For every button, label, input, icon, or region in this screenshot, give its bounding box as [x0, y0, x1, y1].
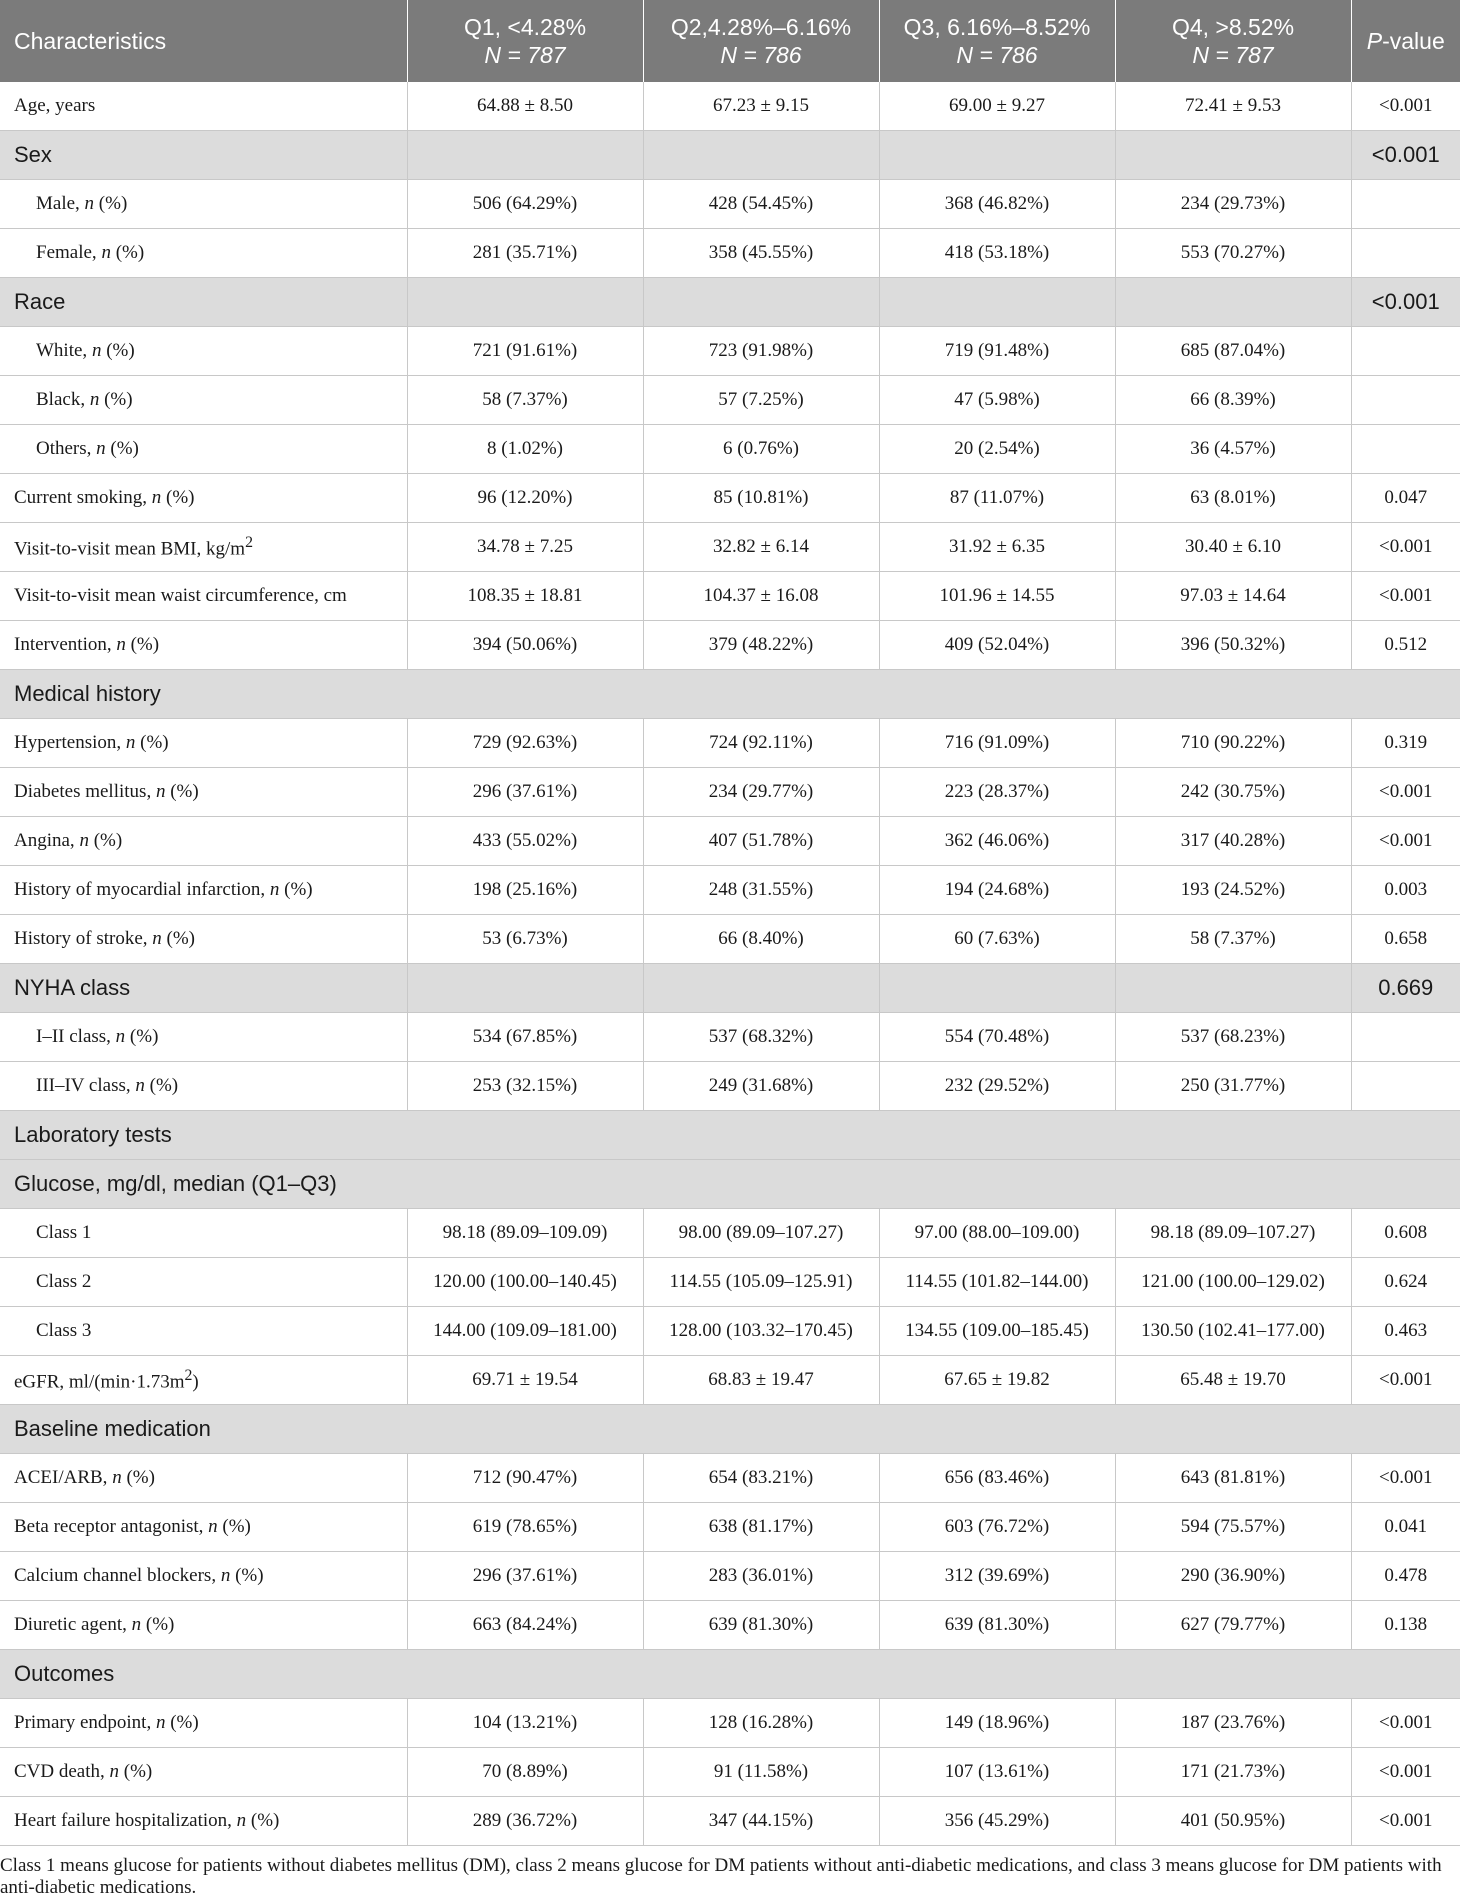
cell-q1: 96 (12.20%)	[407, 474, 643, 523]
row-label: Primary endpoint, n (%)	[0, 1699, 407, 1748]
cell-q4: 553 (70.27%)	[1115, 229, 1351, 278]
cell-q1: 53 (6.73%)	[407, 915, 643, 964]
cell-q1: 729 (92.63%)	[407, 719, 643, 768]
cell-q2: 128.00 (103.32–170.45)	[643, 1307, 879, 1356]
header-p-value: P-value	[1351, 0, 1460, 82]
cell-q3: 639 (81.30%)	[879, 1601, 1115, 1650]
cell-q4: 193 (24.52%)	[1115, 866, 1351, 915]
cell-q1: 296 (37.61%)	[407, 768, 643, 817]
cell-q4: 685 (87.04%)	[1115, 327, 1351, 376]
cell-p: 0.463	[1351, 1307, 1460, 1356]
cell-q2: 724 (92.11%)	[643, 719, 879, 768]
header-q3: Q3, 6.16%–8.52% N = 786	[879, 0, 1115, 82]
cell-q4: 234 (29.73%)	[1115, 180, 1351, 229]
table-row	[0, 82, 1460, 131]
cell-q2: 407 (51.78%)	[643, 817, 879, 866]
section-label: Race	[0, 278, 407, 327]
cell-p: 0.478	[1351, 1552, 1460, 1601]
table-row	[0, 1797, 1460, 1846]
header-characteristics: Characteristics	[0, 0, 407, 82]
cell-q2: 639 (81.30%)	[643, 1601, 879, 1650]
cell-p: <0.001	[1351, 131, 1460, 180]
cell-q4: 121.00 (100.00–129.02)	[1115, 1258, 1351, 1307]
section-label: Glucose, mg/dl, median (Q1–Q3)	[0, 1160, 1460, 1209]
row-label: Diabetes mellitus, n (%)	[0, 768, 407, 817]
row-label: Female, n (%)	[0, 229, 407, 278]
cell-q3: 134.55 (109.00–185.45)	[879, 1307, 1115, 1356]
cell-q1: 394 (50.06%)	[407, 621, 643, 670]
table-row	[0, 327, 1460, 376]
table-row	[0, 1601, 1460, 1650]
cell-q1: 534 (67.85%)	[407, 1013, 643, 1062]
cell-q3: 368 (46.82%)	[879, 180, 1115, 229]
table-row	[0, 817, 1460, 866]
cell-q3: 362 (46.06%)	[879, 817, 1115, 866]
cell-q4: 401 (50.95%)	[1115, 1797, 1351, 1846]
table-row	[0, 572, 1460, 621]
cell-q3: 149 (18.96%)	[879, 1699, 1115, 1748]
table-row	[0, 180, 1460, 229]
row-label: Diuretic agent, n (%)	[0, 1601, 407, 1650]
row-label: CVD death, n (%)	[0, 1748, 407, 1797]
cell-q3: 20 (2.54%)	[879, 425, 1115, 474]
cell-q2: 67.23 ± 9.15	[643, 82, 879, 131]
table-row	[0, 1258, 1460, 1307]
table-row	[0, 523, 1460, 572]
section-label: Sex	[0, 131, 407, 180]
cell-p: 0.041	[1351, 1503, 1460, 1552]
cell-p: 0.319	[1351, 719, 1460, 768]
cell-q4: 710 (90.22%)	[1115, 719, 1351, 768]
cell-q2: 114.55 (105.09–125.91)	[643, 1258, 879, 1307]
cell-q2: 68.83 ± 19.47	[643, 1356, 879, 1405]
cell-q4: 396 (50.32%)	[1115, 621, 1351, 670]
section-row-glucose	[0, 1160, 1460, 1209]
cell-q1: 663 (84.24%)	[407, 1601, 643, 1650]
cell-q2: 66 (8.40%)	[643, 915, 879, 964]
cell-q3: 101.96 ± 14.55	[879, 572, 1115, 621]
cell-p: 0.624	[1351, 1258, 1460, 1307]
cell-p: 0.608	[1351, 1209, 1460, 1258]
cell-q1: 198 (25.16%)	[407, 866, 643, 915]
cell-p: <0.001	[1351, 82, 1460, 131]
cell-p: <0.001	[1351, 1454, 1460, 1503]
cell-p: 0.669	[1351, 964, 1460, 1013]
cell-q4: 250 (31.77%)	[1115, 1062, 1351, 1111]
cell-q1: 108.35 ± 18.81	[407, 572, 643, 621]
cell-q1: 104 (13.21%)	[407, 1699, 643, 1748]
cell-q3: 114.55 (101.82–144.00)	[879, 1258, 1115, 1307]
table-row	[0, 1209, 1460, 1258]
cell-p: 0.003	[1351, 866, 1460, 915]
table-row	[0, 1013, 1460, 1062]
row-label: Intervention, n (%)	[0, 621, 407, 670]
cell-q2: 248 (31.55%)	[643, 866, 879, 915]
cell-q1: 70 (8.89%)	[407, 1748, 643, 1797]
cell-p: 0.138	[1351, 1601, 1460, 1650]
cell-q1: 64.88 ± 8.50	[407, 82, 643, 131]
row-label: History of myocardial infarction, n (%)	[0, 866, 407, 915]
cell-q1: 296 (37.61%)	[407, 1552, 643, 1601]
cell-p: <0.001	[1351, 572, 1460, 621]
cell-q4: 30.40 ± 6.10	[1115, 523, 1351, 572]
cell-q3: 418 (53.18%)	[879, 229, 1115, 278]
cell-q4: 627 (79.77%)	[1115, 1601, 1351, 1650]
cell-q2: 428 (54.45%)	[643, 180, 879, 229]
cell-p: 0.512	[1351, 621, 1460, 670]
cell-q4: 130.50 (102.41–177.00)	[1115, 1307, 1351, 1356]
table-footnote: Class 1 means glucose for patients without diabetes mellitus (DM), class 2 means glucose for DM patients without anti-diabetic medications, and class 3 means glucose for DM patients with anti-diabetic medications.	[0, 1855, 1442, 1898]
cell-q2: 358 (45.55%)	[643, 229, 879, 278]
table-row	[0, 1699, 1460, 1748]
section-label: Baseline medication	[0, 1405, 1460, 1454]
cell-p	[1351, 376, 1460, 425]
cell-q2: 91 (11.58%)	[643, 1748, 879, 1797]
table-row	[0, 768, 1460, 817]
cell-q3: 719 (91.48%)	[879, 327, 1115, 376]
row-label: III–IV class, n (%)	[0, 1062, 407, 1111]
cell-p: <0.001	[1351, 1748, 1460, 1797]
cell-p: <0.001	[1351, 523, 1460, 572]
cell-q4: 97.03 ± 14.64	[1115, 572, 1351, 621]
cell-q2: 283 (36.01%)	[643, 1552, 879, 1601]
section-row-nyha	[0, 964, 1460, 1013]
cell-q1: 506 (64.29%)	[407, 180, 643, 229]
cell-q3: 31.92 ± 6.35	[879, 523, 1115, 572]
cell-q2: 234 (29.77%)	[643, 768, 879, 817]
cell-q4: 58 (7.37%)	[1115, 915, 1351, 964]
section-label: Medical history	[0, 670, 1460, 719]
table-row	[0, 719, 1460, 768]
cell-p	[1351, 180, 1460, 229]
cell-q2: 654 (83.21%)	[643, 1454, 879, 1503]
table-row	[0, 425, 1460, 474]
row-label: Others, n (%)	[0, 425, 407, 474]
cell-q4: 63 (8.01%)	[1115, 474, 1351, 523]
row-label: Age, years	[0, 82, 407, 131]
row-label: Hypertension, n (%)	[0, 719, 407, 768]
cell-q4: 66 (8.39%)	[1115, 376, 1351, 425]
row-label: Beta receptor antagonist, n (%)	[0, 1503, 407, 1552]
table-row	[0, 1062, 1460, 1111]
section-label: NYHA class	[0, 964, 407, 1013]
cell-p: 0.658	[1351, 915, 1460, 964]
row-label: Visit-to-visit mean waist circumference, cm	[0, 572, 407, 621]
row-label: Black, n (%)	[0, 376, 407, 425]
cell-q1: 98.18 (89.09–109.09)	[407, 1209, 643, 1258]
table-row	[0, 1552, 1460, 1601]
cell-q4: 65.48 ± 19.70	[1115, 1356, 1351, 1405]
cell-q4: 594 (75.57%)	[1115, 1503, 1351, 1552]
header-q2: Q2,4.28%–6.16% N = 786	[643, 0, 879, 82]
cell-q2: 723 (91.98%)	[643, 327, 879, 376]
cell-q2: 32.82 ± 6.14	[643, 523, 879, 572]
cell-q3: 87 (11.07%)	[879, 474, 1115, 523]
cell-q3: 223 (28.37%)	[879, 768, 1115, 817]
cell-q3: 69.00 ± 9.27	[879, 82, 1115, 131]
row-label: ACEI/ARB, n (%)	[0, 1454, 407, 1503]
cell-q3: 554 (70.48%)	[879, 1013, 1115, 1062]
row-label: Heart failure hospitalization, n (%)	[0, 1797, 407, 1846]
cell-q3: 409 (52.04%)	[879, 621, 1115, 670]
cell-q4: 290 (36.90%)	[1115, 1552, 1351, 1601]
cell-p: 0.047	[1351, 474, 1460, 523]
table-row	[0, 1307, 1460, 1356]
cell-q2: 638 (81.17%)	[643, 1503, 879, 1552]
cell-q4: 72.41 ± 9.53	[1115, 82, 1351, 131]
cell-q4: 242 (30.75%)	[1115, 768, 1351, 817]
row-label: Current smoking, n (%)	[0, 474, 407, 523]
cell-q4: 171 (21.73%)	[1115, 1748, 1351, 1797]
row-label: History of stroke, n (%)	[0, 915, 407, 964]
cell-q3: 356 (45.29%)	[879, 1797, 1115, 1846]
table-row	[0, 866, 1460, 915]
cell-q3: 232 (29.52%)	[879, 1062, 1115, 1111]
section-row-outcomes	[0, 1650, 1460, 1699]
cell-q1: 120.00 (100.00–140.45)	[407, 1258, 643, 1307]
cell-q3: 107 (13.61%)	[879, 1748, 1115, 1797]
cell-p	[1351, 327, 1460, 376]
table-row	[0, 1356, 1460, 1405]
row-label: Male, n (%)	[0, 180, 407, 229]
row-label: eGFR, $ml/(\min\cdot 1.73m^2)$	[0, 1356, 407, 1405]
cell-q1: 8 (1.02%)	[407, 425, 643, 474]
cell-q1: 619 (78.65%)	[407, 1503, 643, 1552]
cell-p: <0.001	[1351, 278, 1460, 327]
header-q4: Q4, >8.52% N = 787	[1115, 0, 1351, 82]
cell-q2: 6 (0.76%)	[643, 425, 879, 474]
cell-q1: 58 (7.37%)	[407, 376, 643, 425]
row-label: Calcium channel blockers, n (%)	[0, 1552, 407, 1601]
cell-q2: 379 (48.22%)	[643, 621, 879, 670]
table-row	[0, 915, 1460, 964]
cell-q4: 643 (81.81%)	[1115, 1454, 1351, 1503]
cell-q1: 144.00 (109.09–181.00)	[407, 1307, 643, 1356]
header-q1: Q1, <4.28% N = 787	[407, 0, 643, 82]
table-header-row	[0, 0, 1460, 82]
cell-q1: 289 (36.72%)	[407, 1797, 643, 1846]
section-row-medical-history	[0, 670, 1460, 719]
cell-p: <0.001	[1351, 768, 1460, 817]
cell-q2: 128 (16.28%)	[643, 1699, 879, 1748]
cell-q4: 537 (68.23%)	[1115, 1013, 1351, 1062]
cell-q1: 69.71 ± 19.54	[407, 1356, 643, 1405]
row-label: Class 1	[0, 1209, 407, 1258]
section-label: Outcomes	[0, 1650, 1460, 1699]
table-row	[0, 474, 1460, 523]
cell-p: <0.001	[1351, 1356, 1460, 1405]
cell-p: <0.001	[1351, 817, 1460, 866]
cell-q2: 57 (7.25%)	[643, 376, 879, 425]
table-row	[0, 1503, 1460, 1552]
table-row	[0, 376, 1460, 425]
cell-p: <0.001	[1351, 1699, 1460, 1748]
cell-q2: 98.00 (89.09–107.27)	[643, 1209, 879, 1258]
cell-q3: 656 (83.46%)	[879, 1454, 1115, 1503]
cell-q2: 104.37 ± 16.08	[643, 572, 879, 621]
cell-q3: 60 (7.63%)	[879, 915, 1115, 964]
table-row	[0, 229, 1460, 278]
cell-q2: 249 (31.68%)	[643, 1062, 879, 1111]
cell-q1: 34.78 ± 7.25	[407, 523, 643, 572]
row-label: Visit-to-visit mean BMI, $kg/m^2$	[0, 523, 407, 572]
cell-q3: 603 (76.72%)	[879, 1503, 1115, 1552]
cell-q3: 67.65 ± 19.82	[879, 1356, 1115, 1405]
row-label: Angina, n (%)	[0, 817, 407, 866]
row-label: Class 2	[0, 1258, 407, 1307]
cell-q3: 194 (24.68%)	[879, 866, 1115, 915]
cell-q1: 712 (90.47%)	[407, 1454, 643, 1503]
cell-q3: 97.00 (88.00–109.00)	[879, 1209, 1115, 1258]
section-label: Laboratory tests	[0, 1111, 1460, 1160]
section-row-lab-tests	[0, 1111, 1460, 1160]
cell-q2: 347 (44.15%)	[643, 1797, 879, 1846]
cell-q1: 433 (55.02%)	[407, 817, 643, 866]
cell-q1: 721 (91.61%)	[407, 327, 643, 376]
cell-q4: 98.18 (89.09–107.27)	[1115, 1209, 1351, 1258]
cell-q4: 187 (23.76%)	[1115, 1699, 1351, 1748]
table-row	[0, 621, 1460, 670]
cell-q3: 47 (5.98%)	[879, 376, 1115, 425]
cell-p	[1351, 1062, 1460, 1111]
cell-p: <0.001	[1351, 1797, 1460, 1846]
row-label: White, n (%)	[0, 327, 407, 376]
cell-q1: 281 (35.71%)	[407, 229, 643, 278]
cell-q1: 253 (32.15%)	[407, 1062, 643, 1111]
section-row-race	[0, 278, 1460, 327]
section-row-baseline-medication	[0, 1405, 1460, 1454]
cell-q3: 716 (91.09%)	[879, 719, 1115, 768]
table-row	[0, 1454, 1460, 1503]
cell-q2: 85 (10.81%)	[643, 474, 879, 523]
cell-q4: 36 (4.57%)	[1115, 425, 1351, 474]
cell-p	[1351, 229, 1460, 278]
row-label: I–II class, n (%)	[0, 1013, 407, 1062]
cell-q3: 312 (39.69%)	[879, 1552, 1115, 1601]
cell-p	[1351, 425, 1460, 474]
cell-q2: 537 (68.32%)	[643, 1013, 879, 1062]
cell-q4: 317 (40.28%)	[1115, 817, 1351, 866]
section-row-sex	[0, 131, 1460, 180]
row-label: Class 3	[0, 1307, 407, 1356]
cell-p	[1351, 1013, 1460, 1062]
table-row	[0, 1748, 1460, 1797]
